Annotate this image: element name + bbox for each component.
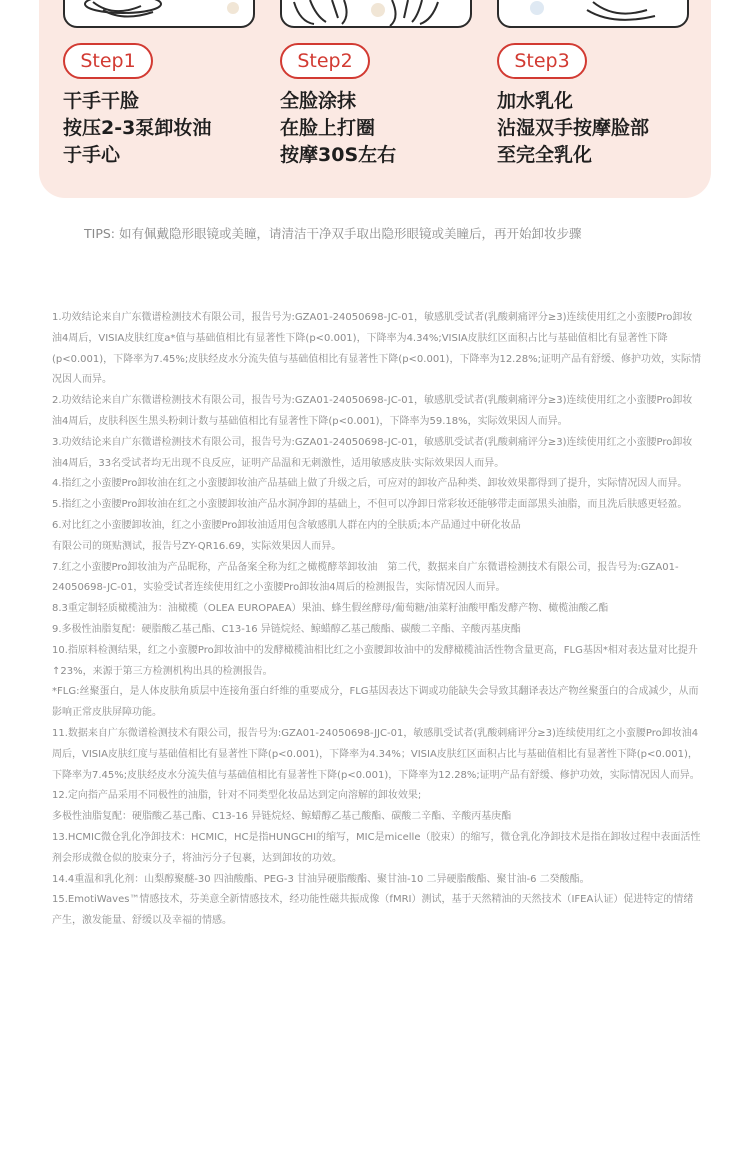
step-2-illustration: [280, 0, 476, 30]
footnote-15: 15.EmotiWaves™情感技术，芬美意全新情感技术，经功能性磁共振成像（fMRI）测试，基于天然精油的天然技术（IFEA认证）促进特定的情绪产生，激发能量、舒缓以及幸福的情感。: [52, 894, 694, 927]
footnote-6: 6.对比红之小蛮腰卸妆油，红之小蛮腰Pro卸妆油适用包含敏感肌人群在内的全肤质;本产品通过中研化妆品: [52, 519, 521, 531]
footnote-9: 9.多极性油脂复配：硬脂酸乙基己酯、C13-16 异链烷烃、鲸蜡醇乙基己酸酯、碳酸二辛酯、辛酸丙基庚酯: [52, 623, 521, 635]
footnote-14: 14.4重温和乳化剂：山梨醇聚醚-30 四油酸酯、PEG-3 甘油异硬脂酸酯、聚甘油-10 二异硬脂酸酯、聚甘油-6 二癸酸酯。: [52, 873, 590, 885]
step-2-badge: Step2: [280, 43, 370, 79]
footnote-12: 12.定向指产品采用不同极性的油脂，针对不同类型化妆品达到定向溶解的卸妆效果;: [52, 790, 422, 802]
footnote-13: 13.HCMIC微仓乳化净卸技术：HCMIC，HC是指HUNGCHI的缩写，MIC是micelle（胶束）的缩写，微仓乳化净卸技术是指在卸妆过程中表面活性剂会形成微仓似的胶束分子，将油污分子包裹，达到卸妆的功效。: [52, 831, 701, 864]
step-1-illustration: [63, 0, 259, 30]
step-1: [63, 0, 263, 200]
step-3-line-2: 沾湿双手按摩脸部: [497, 117, 650, 139]
footnote-6-cont: 有限公司的斑贴测试，报告号ZY-QR16.69，实际效果因人而异。: [52, 540, 342, 552]
tips-text: TIPS: 如有佩戴隐形眼镜或美瞳，请清洁干净双手取出隐形眼镜或美瞳后，再开始卸妆步骤: [84, 226, 582, 241]
steps-card: [39, 0, 711, 198]
footnote-4: 4.指红之小蛮腰Pro卸妆油在红之小蛮腰卸妆油产品基础上做了升级之后，可应对的卸妆产品种类、卸妆效果都得到了提升，实际情况因人而异。: [52, 478, 688, 490]
step-1-text: [63, 88, 303, 169]
step-1-badge: Step1: [63, 43, 153, 79]
footnote-5: 5.指红之小蛮腰Pro卸妆油在红之小蛮腰卸妆油产品水洞净卸的基础上，不但可以净卸日常彩妆还能够带走面部黑头油脂，而且洗后肤感更轻盈。: [52, 499, 688, 511]
step-1-line-3: 于手心: [63, 144, 121, 166]
footnote-12-cont: 多极性油脂复配：硬脂酸乙基己酯、C13-16 异链烷烃、鲸蜡醇乙基己酸酯、碳酸二辛酯、辛酸丙基庚酯: [52, 811, 512, 823]
step-1-line-2: 按压2-3泵卸妆油: [63, 117, 212, 139]
footnotes: [52, 308, 702, 932]
footnote-3: 3.功效结论来自广东微谱检测技术有限公司，报告号为:GZA01-24050698-JC-01，敏感肌受试者(乳酸刺痛评分≥3)连续使用红之小蛮腰Pro卸妆油4周后，33名受试者均无出现不良反应，证明产品温和无刺激性，适用敏感皮肤·实际效果因人而异。: [52, 436, 693, 469]
footnote-10: 10.指原料检测结果，红之小蛮腰Pro卸妆油中的发酵橄榄油相比红之小蛮腰卸妆油中的发酵橄榄油活性物含量更高，FLG基因*相对表达量对比提升↑23%，来源于第三方检测机构出具的检测报告。: [52, 644, 698, 677]
step-2: [280, 0, 480, 200]
footnote-flg: *FLG:丝聚蛋白，是人体皮肤角质层中连接角蛋白纤维的重要成分，FLG基因表达下调或功能缺失会导致其翻译表达产物丝聚蛋白的合成减少，从而影响正常皮肤屏障功能。: [52, 686, 699, 719]
step-2-line-3: 按摩30S左右: [280, 144, 397, 166]
step-3-line-1: 加水乳化: [497, 90, 574, 112]
footnote-11: 11.数据来自广东微谱检测技术有限公司，报告号为:GZA01-24050698-JJC-01，敏感肌受试者(乳酸刺痛评分≥3)连续使用红之小蛮腰Pro卸妆油4周后，VISIA皮肤红度与基础值相比有显著性下降(p<0.001)，下降率为4.34%；VISIA皮肤红区面积占比与基础值相比有显著性下降(p<0.001)，下降率为7.45%;皮肤经皮水分流失值与基础值相比有显著性下降(p<0.001)，下降率为12.28%;证明产品有舒缓、修护功效，实际情况因人而异。: [52, 727, 700, 781]
footnote-7: 7.红之小蛮腰Pro卸妆油为产品昵称，产品备案全称为红之橄榄酵萃卸妆油 第二代，数据来自广东微谱检测技术有限公司，报告号为:GZA01-24050698-JC-01，实验受试者连续使用红之小蛮腰Pro卸妆油4周后的检测报告，实际情况因人而异。: [52, 561, 679, 594]
step-2-line-1: 全脸涂抹: [280, 90, 357, 112]
step-3-illustration: [497, 0, 693, 30]
step-1-line-1: 干手干脸: [63, 90, 140, 112]
step-2-text: [280, 88, 520, 169]
step-3-text: [497, 88, 737, 169]
step-3: [497, 0, 697, 200]
step-3-badge: Step3: [497, 43, 587, 79]
footnote-1: 1.功效结论来自广东微谱检测技术有限公司，报告号为:GZA01-24050698-JC-01，敏感肌受试者(乳酸刺痛评分≥3)连续使用红之小蛮腰Pro卸妆油4周后，VISIA皮肤红度a*值与基础值相比有显著性下降(p<0.001)，下降率为4.34%;VISIA皮肤红区面积占比与基础值相比有显著性下降(p<0.001)，下降率为7.45%;皮肤经皮水分流失值与基础值相比有显著性下降(p<0.001)，下降率为12.28%;证明产品有舒缓、修护功效，实际情况因人而异。: [52, 312, 701, 386]
step-3-line-3: 至完全乳化: [497, 144, 593, 166]
footnote-2: 2.功效结论来自广东微谱检测技术有限公司，报告号为:GZA01-24050698-JC-01，敏感肌受试者(乳酸刺痛评分≥3)连续使用红之小蛮腰Pro卸妆油4周后，皮肤科医生黑头粉刺计数与基础值相比有显著性下降(p<0.001)，下降率为59.18%，实际效果因人而异。: [52, 395, 693, 427]
step-2-line-2: 在脸上打圈: [280, 117, 376, 139]
footnote-8: 8.3重定制轻质橄榄油为：油橄榄（OLEA EUROPAEA）果油、蜂生假丝酵母/葡萄糖/油菜籽油酸甲酯发酵产物、橄榄油酸乙酯: [52, 603, 609, 615]
